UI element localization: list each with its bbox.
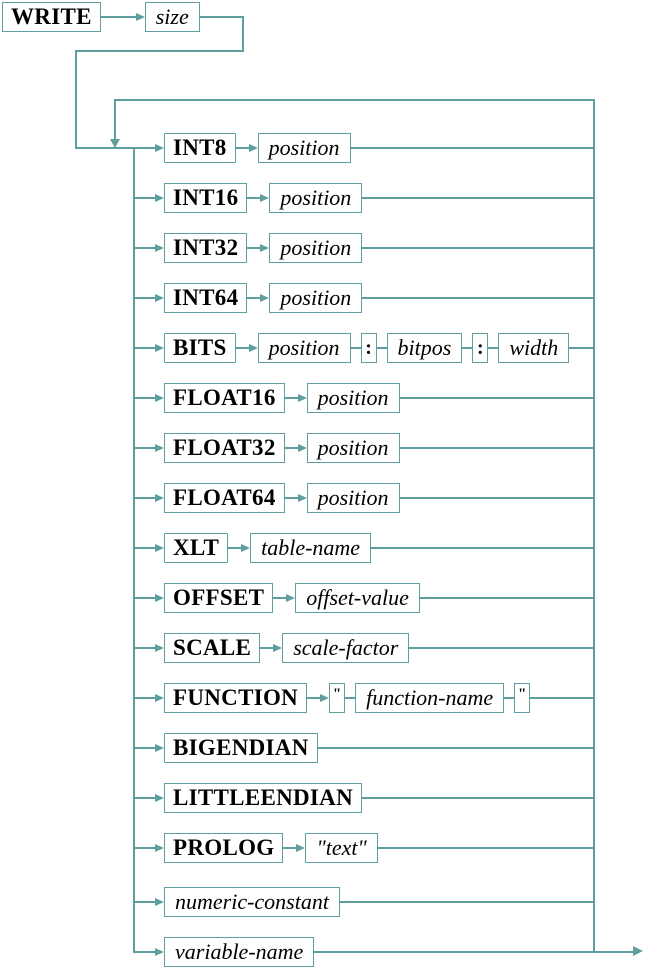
- arrow-connector: [285, 483, 307, 513]
- branch-row-variable-name: [134, 937, 595, 967]
- operand-box-offset-value: offset-value: [295, 583, 420, 613]
- arrow-connector: [273, 583, 295, 613]
- loop-return-line: [114, 99, 595, 101]
- entry-line-v1: [242, 16, 244, 52]
- arrowhead-icon: [298, 494, 307, 502]
- operand-box-position: position: [269, 233, 362, 263]
- arrowhead-icon: [320, 694, 329, 702]
- arrowhead-icon: [155, 644, 164, 652]
- connector-line: [504, 697, 514, 699]
- keyword-box-function: FUNCTION: [164, 683, 307, 713]
- connector-line: [377, 347, 387, 349]
- operand-box-scale-factor: scale-factor: [282, 633, 409, 663]
- connector-line: [101, 16, 136, 18]
- connector-line: [247, 247, 260, 249]
- arrow-connector: [285, 433, 307, 463]
- arrowhead-icon: [155, 898, 164, 906]
- arrow-connector: [285, 383, 307, 413]
- arrowhead-icon: [298, 394, 307, 402]
- branch-entry-arrow: [134, 683, 164, 713]
- row-exit-line: [400, 397, 595, 399]
- connector-line: [307, 697, 320, 699]
- arrow-connector: [247, 233, 269, 263]
- entry-line-h3: [75, 147, 135, 149]
- line-connector: [351, 333, 361, 363]
- arrowhead-icon: [136, 13, 145, 21]
- connector-line: [260, 647, 273, 649]
- connector-line: [134, 797, 155, 799]
- arrowhead-icon: [249, 344, 258, 352]
- operand-box-position: position: [307, 483, 400, 513]
- line-connector: [462, 333, 472, 363]
- keyword-box-write: WRITE: [2, 2, 101, 32]
- branch-row-xlt: [134, 533, 595, 563]
- literal-box-colon: :: [361, 333, 377, 363]
- connector-line: [134, 447, 155, 449]
- connector-line: [285, 447, 298, 449]
- branch-row-prolog: [134, 833, 595, 863]
- row-exit-line: [362, 197, 595, 199]
- arrowhead-icon: [296, 844, 305, 852]
- literal-box-colon: :: [472, 333, 488, 363]
- branch-row-int16: [134, 183, 595, 213]
- arrowhead-icon: [241, 544, 250, 552]
- operand-box-bitpos: bitpos: [387, 333, 463, 363]
- connector-line: [134, 847, 155, 849]
- keyword-box-float32: FLOAT32: [164, 433, 285, 463]
- branch-entry-arrow: [134, 333, 164, 363]
- arrowhead-icon: [298, 444, 307, 452]
- branch-row-float64: [134, 483, 595, 513]
- row-exit-line: [569, 347, 595, 349]
- branch-row-float32: [134, 433, 595, 463]
- connector-line: [345, 697, 355, 699]
- arrow-connector: [260, 633, 282, 663]
- keyword-box-bits: BITS: [164, 333, 236, 363]
- connector-line: [134, 147, 155, 149]
- connector-line: [134, 547, 155, 549]
- arrow-connector: [236, 133, 258, 163]
- keyword-box-xlt: XLT: [164, 533, 228, 563]
- branch-entry-arrow: [134, 633, 164, 663]
- connector-line: [351, 347, 361, 349]
- connector-line: [134, 497, 155, 499]
- arrowhead-icon: [155, 744, 164, 752]
- line-connector: [488, 333, 498, 363]
- arrowhead-icon: [260, 294, 269, 302]
- row-exit-line: [409, 647, 595, 649]
- connector-line: [134, 697, 155, 699]
- quote-box-quote: ": [514, 683, 530, 713]
- arrowhead-icon: [273, 644, 282, 652]
- branch-entry-arrow: [134, 433, 164, 463]
- row-exit-line: [351, 147, 595, 149]
- arrowhead-icon: [155, 694, 164, 702]
- branch-entry-arrow: [134, 533, 164, 563]
- branch-row-int32: [134, 233, 595, 263]
- connector-line: [247, 197, 260, 199]
- branch-entry-arrow: [134, 383, 164, 413]
- row-exit-line: [400, 447, 595, 449]
- operand-box-function-name: function-name: [355, 683, 504, 713]
- branch-row-bigendian: [134, 733, 595, 763]
- line-connector: [504, 683, 514, 713]
- connector-line: [134, 901, 155, 903]
- connector-line: [134, 347, 155, 349]
- row-exit-line: [378, 847, 595, 849]
- operand-box-position: position: [307, 433, 400, 463]
- branch-row-int64: [134, 283, 595, 313]
- line-connector: [377, 333, 387, 363]
- row-exit-line: [362, 797, 595, 799]
- keyword-box-offset: OFFSET: [164, 583, 273, 613]
- arrowhead-icon: [249, 144, 258, 152]
- keyword-box-int8: INT8: [164, 133, 236, 163]
- connector-line: [134, 647, 155, 649]
- arrow-connector: [236, 333, 258, 363]
- connector-line: [134, 397, 155, 399]
- keyword-box-int16: INT16: [164, 183, 247, 213]
- arrow-connector: [283, 833, 305, 863]
- connector-line: [228, 547, 241, 549]
- connector-line: [134, 597, 155, 599]
- arrowhead-icon: [260, 194, 269, 202]
- operand-box-variable-name: variable-name: [164, 937, 314, 967]
- branch-entry-arrow: [134, 833, 164, 863]
- operand-box-position: position: [269, 283, 362, 313]
- arrow-connector: [101, 2, 145, 32]
- branch-entry-arrow: [134, 483, 164, 513]
- branch-entry-arrow: [134, 783, 164, 813]
- line-connector: [345, 683, 355, 713]
- branch-row-bits: [134, 333, 595, 363]
- connector-line: [134, 297, 155, 299]
- branch-entry-arrow: [134, 583, 164, 613]
- quote-box-quote: ": [329, 683, 345, 713]
- branch-entry-arrow: [134, 133, 164, 163]
- connector-line: [134, 197, 155, 199]
- loop-drop-line: [114, 99, 116, 140]
- entry-line-h2: [75, 50, 244, 52]
- connector-line: [134, 247, 155, 249]
- keyword-box-prolog: PROLOG: [164, 833, 283, 863]
- connector-line: [247, 297, 260, 299]
- keyword-box-float64: FLOAT64: [164, 483, 285, 513]
- connector-line: [283, 847, 296, 849]
- branch-row-function: [134, 683, 595, 713]
- connector-line: [285, 497, 298, 499]
- arrowhead-icon: [155, 344, 164, 352]
- arrow-connector: [247, 283, 269, 313]
- connector-line: [462, 347, 472, 349]
- keyword-box-float16: FLOAT16: [164, 383, 285, 413]
- branch-entry-arrow: [134, 937, 164, 967]
- connector-line: [273, 597, 286, 599]
- arrowhead-icon: [155, 444, 164, 452]
- operand-box-table-name: table-name: [250, 533, 371, 563]
- arrowhead-icon: [155, 594, 164, 602]
- keyword-box-scale: SCALE: [164, 633, 260, 663]
- keyword-box-int64: INT64: [164, 283, 247, 313]
- operand-box-width: width: [498, 333, 569, 363]
- arrowhead-icon: [155, 544, 164, 552]
- entry-line-v2: [75, 50, 77, 149]
- exit-line: [595, 951, 634, 953]
- branch-row-littleendian: [134, 783, 595, 813]
- collector-line: [593, 99, 595, 953]
- arrowhead-icon: [155, 948, 164, 956]
- arrowhead-icon: [155, 794, 164, 802]
- row-exit-line: [340, 901, 595, 903]
- row-exit-line: [400, 497, 595, 499]
- operand-box-size: size: [145, 2, 200, 32]
- branch-entry-arrow: [134, 283, 164, 313]
- arrowhead-icon: [286, 594, 295, 602]
- exit-arrowhead-icon: [633, 946, 643, 956]
- branch-row-scale: [134, 633, 595, 663]
- arrowhead-icon: [155, 144, 164, 152]
- row-exit-line: [530, 697, 595, 699]
- operand-box-position: position: [269, 183, 362, 213]
- branch-row-offset: [134, 583, 595, 613]
- operand-box-position: position: [258, 133, 351, 163]
- arrowhead-icon: [155, 244, 164, 252]
- connector-line: [488, 347, 498, 349]
- row-exit-line: [318, 747, 595, 749]
- arrowhead-icon: [260, 244, 269, 252]
- keyword-box-int32: INT32: [164, 233, 247, 263]
- arrowhead-icon: [155, 844, 164, 852]
- arrowhead-icon: [155, 394, 164, 402]
- operand-box-position: position: [307, 383, 400, 413]
- keyword-box-littleendian: LITTLEENDIAN: [164, 783, 362, 813]
- keyword-box-bigendian: BIGENDIAN: [164, 733, 318, 763]
- row-exit-line: [420, 597, 595, 599]
- branch-entry-arrow: [134, 887, 164, 917]
- entry-row: [2, 2, 200, 32]
- loop-arrowhead-down-icon: [110, 139, 120, 148]
- operand-box-text: "text": [305, 833, 377, 863]
- arrowhead-icon: [155, 194, 164, 202]
- branch-entry-arrow: [134, 233, 164, 263]
- operand-box-position: position: [258, 333, 351, 363]
- branch-entry-arrow: [134, 183, 164, 213]
- connector-line: [134, 747, 155, 749]
- branch-row-int8: [134, 133, 595, 163]
- connector-line: [285, 397, 298, 399]
- branch-row-float16: [134, 383, 595, 413]
- operand-box-numeric-constant: numeric-constant: [164, 887, 340, 917]
- row-exit-line: [314, 951, 595, 953]
- arrow-connector: [228, 533, 250, 563]
- row-exit-line: [362, 297, 595, 299]
- arrowhead-icon: [155, 494, 164, 502]
- row-exit-line: [371, 547, 595, 549]
- arrow-connector: [307, 683, 329, 713]
- row-exit-line: [362, 247, 595, 249]
- connector-line: [236, 347, 249, 349]
- branch-entry-arrow: [134, 733, 164, 763]
- connector-line: [134, 951, 155, 953]
- arrowhead-icon: [155, 294, 164, 302]
- branch-row-numeric-constant: [134, 887, 595, 917]
- connector-line: [236, 147, 249, 149]
- arrow-connector: [247, 183, 269, 213]
